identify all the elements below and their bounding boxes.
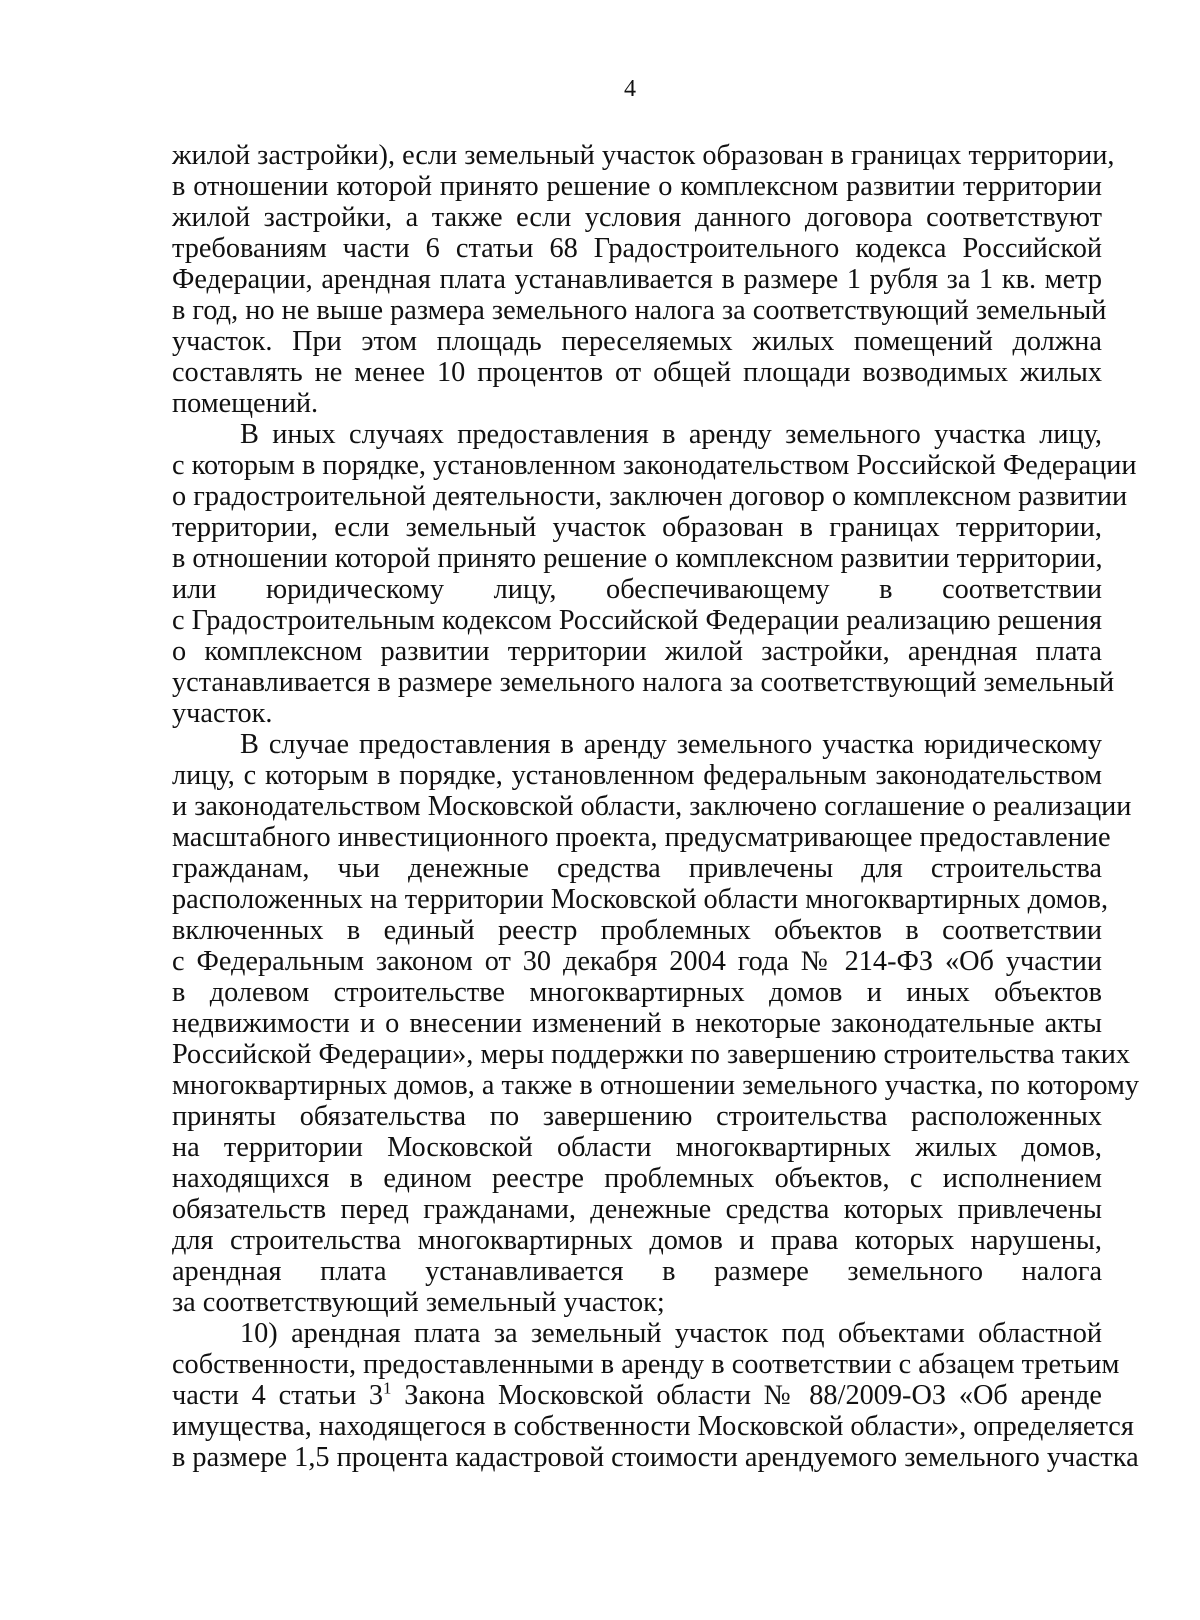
text-line: недвижимости и о внесении изменений в некоторые законодательные акты [172,1008,1102,1039]
text-line: Федерации, арендная плата устанавливается в размере 1 рубля за 1 кв. метр [172,264,1102,295]
text-line: арендная плата устанавливается в размере земельного налога [172,1256,1102,1287]
text-line: в долевом строительстве многоквартирных домов и иных объектов [172,977,1102,1008]
text-line: в отношении которой принято решение о комплексном развитии территории [172,171,1102,202]
text-line: В случае предоставления в аренду земельного участка юридическому [240,729,1102,760]
text-line: о градостроительной деятельности, заключен договор о комплексном развитии [172,481,1128,512]
text-line: обязательств перед гражданами, денежные средства которых привлечены [172,1194,1102,1225]
text-line: за соответствующий земельный участок; [172,1287,665,1318]
text-line: для строительства многоквартирных домов и права которых нарушены, [172,1225,1102,1256]
text-line: находящихся в едином реестре проблемных объектов, с исполнением [172,1163,1102,1194]
text-line: 10) арендная плата за земельный участок под объектами областной [240,1318,1102,1349]
text-line: о комплексном развитии территории жилой застройки, арендная плата [172,636,1102,667]
text-line: участок. При этом площадь переселяемых жилых помещений должна [172,326,1102,357]
text-line: Российской Федерации», меры поддержки по завершению строительства таких [172,1039,1131,1070]
text-line: включенных в единый реестр проблемных объектов в соответствии [172,915,1102,946]
text-line: масштабного инвестиционного проекта, предусматривающее предоставление [172,822,1111,853]
text-line: имущества, находящегося в собственности Московской области», определяется [172,1411,1134,1442]
text-line: с которым в порядке, установленном законодательством Российской Федерации [172,450,1137,481]
text-fragment: Закона Московской области № 88/2009-ОЗ «Об аренде [391,1380,1102,1411]
text-line: или юридическому лицу, обеспечивающему в соответствии [172,574,1102,605]
superscript: 1 [383,1378,392,1398]
text-line: многоквартирных домов, а также в отношении земельного участка, по которому [172,1070,1140,1101]
text-line: в размере 1,5 процента кадастровой стоимости арендуемого земельного участка [172,1442,1139,1473]
text-line: составлять не менее 10 процентов от общей площади возводимых жилых [172,357,1102,388]
paragraph-3 [172,729,1140,1318]
text-line: территории, если земельный участок образован в границах территории, [172,512,1102,543]
text-line: с Градостроительным кодексом Российской Федерации реализацию решения [172,605,1102,636]
text-line-with-superscript [172,1380,1102,1411]
page-number: 4 [624,76,636,102]
text-line: В иных случаях предоставления в аренду земельного участка лицу, [240,419,1102,450]
body-text [172,140,1140,1473]
paragraph-1 [172,140,1115,419]
text-line: с Федеральным законом от 30 декабря 2004 года № 214-ФЗ «Об участии [172,946,1102,977]
text-line: расположенных на территории Московской области многоквартирных домов, [172,884,1109,915]
text-line: помещений. [172,388,319,419]
text-line: в год, но не выше размера земельного налога за соответствующий земельный [172,295,1107,326]
text-line: устанавливается в размере земельного налога за соответствующий земельный [172,667,1115,698]
text-line: приняты обязательства по завершению строительства расположенных [172,1101,1102,1132]
text-line: гражданам, чьи денежные средства привлечены для строительства [172,853,1102,884]
text-line: требованиям части 6 статьи 68 Градостроительного кодекса Российской [172,233,1102,264]
text-line: лицу, с которым в порядке, установленном федеральным законодательством [172,760,1102,791]
text-line: собственности, предоставленными в аренду в соответствии с абзацем третьим [172,1349,1120,1380]
text-line: жилой застройки), если земельный участок образован в границах территории, [172,140,1115,171]
text-line: и законодательством Московской области, заключено соглашение о реализации [172,791,1132,822]
text-line: участок. [172,698,273,729]
text-line: в отношении которой принято решение о комплексном развитии территории, [172,543,1103,574]
text-line: жилой застройки, а также если условия данного договора соответствуют [172,202,1102,233]
text-fragment: части 4 статьи 3 [172,1380,384,1411]
text-line: на территории Московской области многоквартирных жилых домов, [172,1132,1102,1163]
paragraph-2 [172,419,1137,729]
paragraph-4 [172,1318,1139,1473]
